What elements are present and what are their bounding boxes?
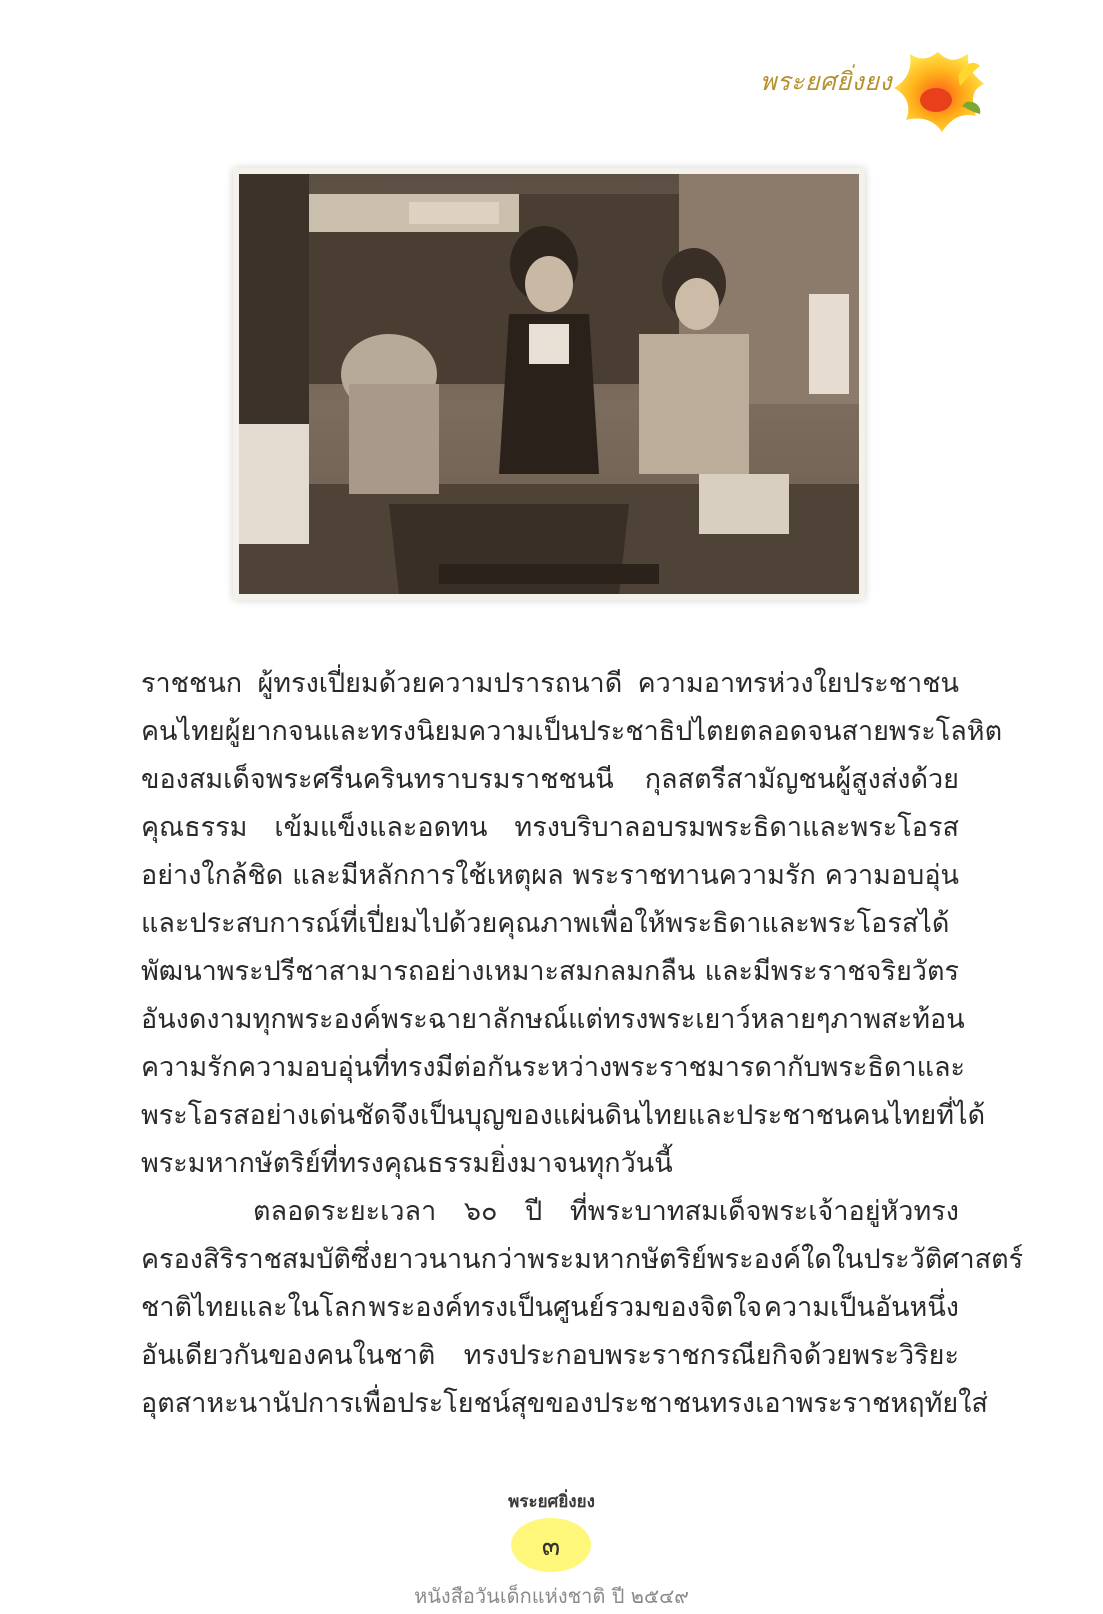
footer-publication: หนังสือวันเด็กแห่งชาติ ปี ๒๕๔๙ (414, 1584, 689, 1608)
text-line: พัฒนาพระปรีชาสามารถอย่างเหมาะสมกลมกลืน และมีพระราชจริยวัตร (141, 956, 959, 987)
text-line: ตลอดระยะเวลา ๖๐ ปี ที่พระบาทสมเด็จพระเจ้าอยู่หัวทรง (253, 1196, 959, 1227)
text-line: ความรักความอบอุ่นที่ทรงมีต่อกัน ระหว่างพระราชมารดากับพระธิดาและ (141, 1052, 966, 1083)
footer-title: พระยศยิ่งยง (508, 1492, 595, 1512)
text-line: อย่างใกล้ชิด และมีหลักการใช้เหตุผล พระราชทานความรัก ความอบอุ่น (141, 860, 959, 891)
text-line: อันเดียวกันของคนในชาติ ทรงประกอบพระราชกรณียกิจด้วยพระวิริยะ (141, 1340, 959, 1371)
text-line: ชาติไทยและในโลก พระองค์ทรงเป็นศูนย์รวมของจิตใจ ความเป็นอันหนึ่ง (141, 1292, 959, 1323)
text-line: พระมหากษัตริย์ที่ทรงคุณธรรมยิ่งมาจนทุกวันนี้ (141, 1148, 673, 1179)
text-line: คนไทยผู้ยากจน และทรงนิยมความเป็นประชาธิปไตย ตลอดจนสายพระโลหิต (141, 716, 1003, 747)
text-line: ของสมเด็จพระศรีนครินทราบรมราชชนนี กุลสตรีสามัญชนผู้สูงส่งด้วย (141, 764, 959, 795)
family-photo (239, 174, 859, 594)
body-text (141, 660, 1024, 1428)
text-line: และประสบการณ์ที่เปี่ยมไปด้วยคุณภาพเพื่อให้พระธิดาและพระโอรสได้ (141, 908, 950, 939)
header-logo-text: พระยศยิ่งยง (760, 67, 893, 96)
text-line: พระโอรสอย่างเด่นชัด จึงเป็นบุญของแผ่นดินไทยและประชาชนคนไทยที่ได้ (141, 1100, 986, 1131)
photo-frame (233, 168, 865, 600)
text-line: อุตสาหะนานัปการเพื่อประโยชน์สุขของประชาชน ทรงเอาพระราชหฤทัยใส่ (141, 1388, 988, 1419)
flower-icon (888, 40, 988, 140)
page-number-badge (511, 1518, 591, 1572)
page-number: ๓ (541, 1530, 561, 1562)
text-line: ครองสิริราชสมบัติ ซึ่งยาวนานกว่าพระมหากษัตริย์พระองค์ใดในประวัติศาสตร์ (141, 1244, 1024, 1275)
text-line: อันงดงามทุกพระองค์ พระฉายาลักษณ์แต่ทรงพระเยาว์หลายๆ ภาพสะท้อน (141, 1004, 965, 1035)
text-line: คุณธรรม เข้มแข็งและอดทน ทรงบริบาลอบรมพระธิดาและพระโอรส (141, 812, 959, 843)
text-line: ราชชนก ผู้ทรงเปี่ยมด้วยความปรารถนาดี ความอาทรห่วงใยประชาชน (141, 668, 959, 699)
